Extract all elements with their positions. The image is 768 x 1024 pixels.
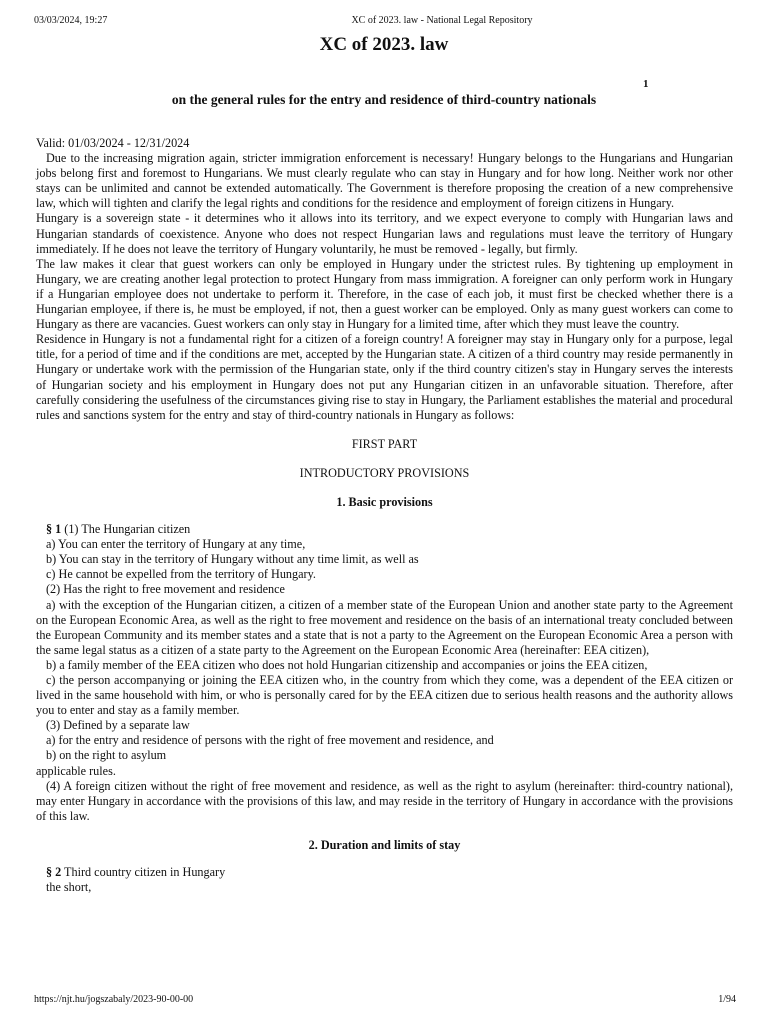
- section-text: the short,: [46, 880, 92, 895]
- section-mark: § 2: [46, 865, 62, 880]
- list-item: a) You can enter the territory of Hungary at any time,: [46, 537, 306, 552]
- document-body: [36, 136, 733, 895]
- preamble-paragraph: The law makes it clear that guest workers can only be employed in Hungary under the strictest rules. By tightening up employment in Hungary, we are creating another legal protection to protect Hungary from mass immigration. A foreigner can only perform work in Hungary if a Hungarian employee does not undertake to perform it. Therefore, in the case of each job, it must first be checked whether there is a Hungarian employee, if there is, he must be employed, if not, then a guest worker can be employed. Only as many guest workers can come to Hungary as there are vacancies. Guest workers can only stay in Hungary for a limited time, after which they must leave the country.: [36, 256, 733, 332]
- chapter-heading-1: 1. Basic provisions: [336, 494, 433, 509]
- list-item: c) He cannot be expelled from the territory of Hungary.: [46, 567, 316, 582]
- subsection: (2) Has the right to free movement and residence: [46, 582, 285, 597]
- print-datetime: 03/03/2024, 19:27: [34, 15, 108, 26]
- document-title: XC of 2023. law: [319, 34, 449, 55]
- subsection: (4) A foreign citizen without the right of free movement and residence, as well as the right to asylum (hereinafter: third-country national), may enter Hungary in accordance with the provisions of this law, and may reside in the territory of Hungary in accordance with the provisions of this law.: [36, 778, 733, 823]
- section-2-heading: [36, 865, 733, 880]
- section-text: Third country citizen in Hungary: [61, 865, 226, 880]
- preamble-paragraph: Residence in Hungary is not a fundamental right for a citizen of a foreign country! A foreigner may stay in Hungary only for a purpose, legal title, for a period of time and if the conditions are met, accepted by the Hungarian state. A citizen of a third country may reside permanently in Hungary or undertake work with the permission of the Hungarian state, only if the third country citizen's stay in Hungary serves the interests of Hungarian society and his employment in Hungary does not put any Hungarian citizen in an unfavorable situation. Therefore, after carefully considering the usefulness of the circumstances giving rise to stay in Hungary, the Parliament establishes the material and procedural rules and sanctions system for the entry and stay of third-country nationals in Hungary as follows:: [36, 332, 733, 422]
- section-text: (1) The Hungarian citizen: [61, 522, 191, 537]
- preamble-paragraph: Hungary is a sovereign state - it determines who it allows into its territory, and we expect everyone to comply with Hungarian laws and Hungarian standards of coexistence. Anyone who does not respect Hungarian laws and regulations must leave the territory of Hungary immediately. If he does not leave the territory of Hungary voluntarily, he must be removed - legally, but firmly.: [36, 211, 733, 256]
- list-item: a) for the entry and residence of persons with the right of free movement and residence, and: [46, 733, 494, 748]
- preamble-paragraph: Due to the increasing migration again, stricter immigration enforcement is necessary! Hungary belongs to the Hungarians and Hungarian jobs belong first and foremost to Hungarians. We must clearly regulate who can stay in Hungary and for how long. Neither work nor other stays can be unlimited and cannot be extended automatically. The Government is therefore proposing the creation of a new comprehensive law, which will tighten and clarify the legal rights and conditions for the residence and employment of foreign citizens in Hungary.: [36, 151, 733, 211]
- section-1-heading: [36, 522, 733, 537]
- list-item: b) You can stay in the territory of Hungary without any time limit, as well as: [46, 552, 419, 567]
- section-mark: § 1: [46, 522, 62, 537]
- footnote-marker[interactable]: 1: [643, 78, 649, 90]
- subsection-end: applicable rules.: [36, 763, 116, 778]
- part-title: INTRODUCTORY PROVISIONS: [299, 465, 470, 480]
- source-url[interactable]: https://njt.hu/jogszabaly/2023-90-00-00: [34, 994, 194, 1005]
- list-item: c) the person accompanying or joining the EEA citizen who, in the country from which they come, was a dependent of the EEA citizen or lived in the same household with him, or who is personally cared for by the EEA citizen due to serious health reasons and the authority allows you to enter and stay as a family member.: [36, 673, 733, 718]
- part-heading: FIRST PART: [351, 436, 418, 451]
- print-page-title: XC of 2023. law - National Legal Repository: [351, 15, 533, 26]
- document-subtitle: on the general rules for the entry and residence of third-country nationals: [171, 92, 597, 107]
- page-number: 1/94: [718, 994, 736, 1005]
- chapter-heading-2: 2. Duration and limits of stay: [308, 837, 461, 852]
- subsection: (3) Defined by a separate law: [46, 718, 190, 733]
- list-item: a) with the exception of the Hungarian citizen, a citizen of a member state of the European Union and another state party to the Agreement on the European Economic Area, as well as the right to free movement and residence on the basis of an international treaty concluded between the European Community and its member states and a state that is not a party to the Agreement on the European Economic Area a person with the same legal status as a citizen of a state party to the Agreement on the European Economic Area (hereinafter: EEA citizen),: [36, 597, 733, 657]
- list-item: b) a family member of the EEA citizen who does not hold Hungarian citizenship and accompanies or joins the EEA citizen,: [46, 657, 648, 672]
- list-item: b) on the right to asylum: [46, 748, 167, 763]
- validity-line: Valid: 01/03/2024 - 12/31/2024: [36, 136, 190, 150]
